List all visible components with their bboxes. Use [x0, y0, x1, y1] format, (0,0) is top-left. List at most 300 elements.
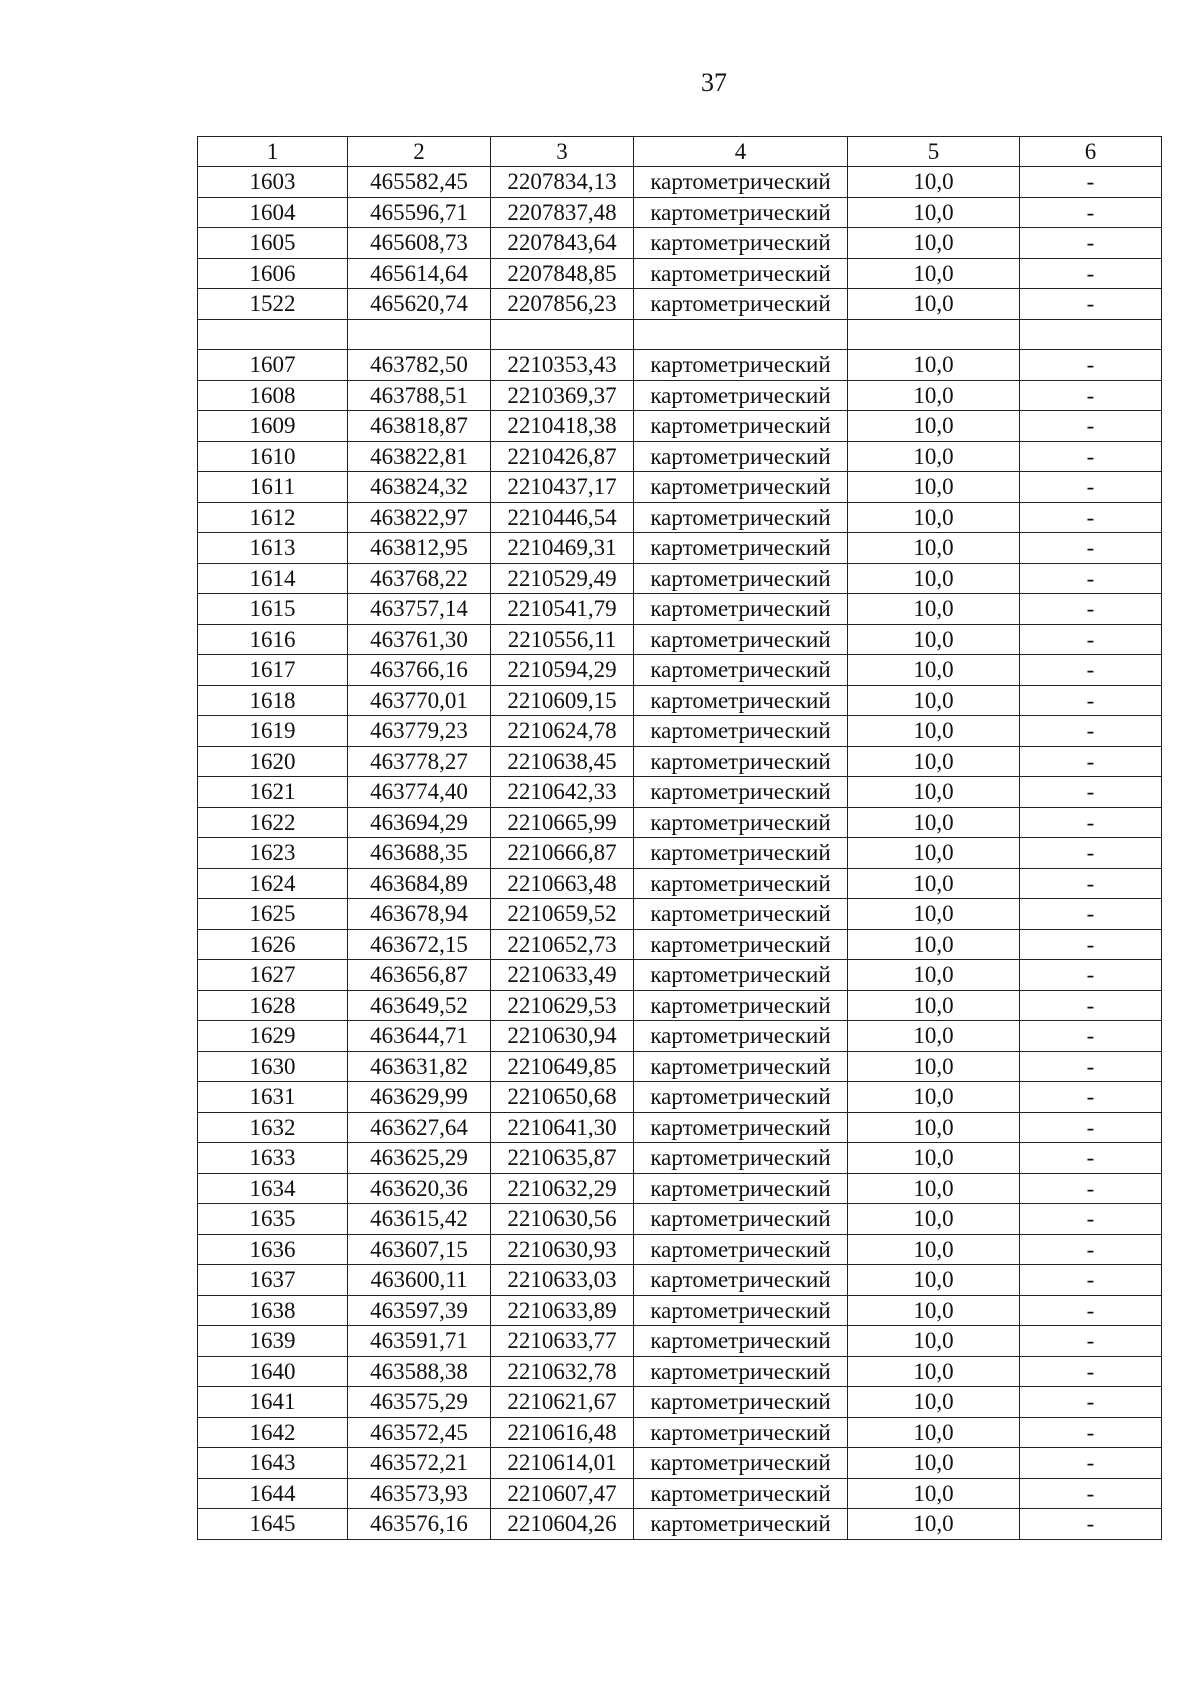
- accuracy-cell: 10,0: [848, 1143, 1020, 1174]
- y-coordinate-cell: 2210641,30: [491, 1112, 634, 1143]
- note-cell: -: [1020, 1051, 1162, 1082]
- y-coordinate-cell: 2210418,38: [491, 411, 634, 442]
- method-cell: картометрический: [634, 228, 848, 259]
- x-coordinate-cell: 465608,73: [348, 228, 491, 259]
- point-number-cell: 1622: [198, 807, 348, 838]
- table-row: [198, 929, 1162, 960]
- method-cell: картометрический: [634, 1234, 848, 1265]
- x-coordinate-cell: 463766,16: [348, 655, 491, 686]
- x-coordinate-cell: 463782,50: [348, 350, 491, 381]
- method-cell: картометрический: [634, 350, 848, 381]
- method-cell: картометрический: [634, 807, 848, 838]
- table-row: [198, 1082, 1162, 1113]
- point-number-cell: 1629: [198, 1021, 348, 1052]
- accuracy-cell: 10,0: [848, 411, 1020, 442]
- point-number-cell: 1614: [198, 563, 348, 594]
- method-cell: картометрический: [634, 1295, 848, 1326]
- y-coordinate-cell: 2210594,29: [491, 655, 634, 686]
- method-cell: картометрический: [634, 472, 848, 503]
- table-row: [198, 380, 1162, 411]
- accuracy-cell: 10,0: [848, 685, 1020, 716]
- table-row: [198, 1448, 1162, 1479]
- table-row: [198, 1234, 1162, 1265]
- point-number-cell: 1605: [198, 228, 348, 259]
- method-cell: картометрический: [634, 1204, 848, 1235]
- x-coordinate-cell: 463591,71: [348, 1326, 491, 1357]
- method-cell: картометрический: [634, 716, 848, 747]
- method-cell: картометрический: [634, 1173, 848, 1204]
- note-cell: -: [1020, 167, 1162, 198]
- accuracy-cell: 10,0: [848, 1387, 1020, 1418]
- note-cell: -: [1020, 960, 1162, 991]
- y-coordinate-cell: 2210663,48: [491, 868, 634, 899]
- method-cell: картометрический: [634, 563, 848, 594]
- point-number-cell: 1611: [198, 472, 348, 503]
- note-cell: [1020, 319, 1162, 350]
- x-coordinate-cell: 463812,95: [348, 533, 491, 564]
- note-cell: -: [1020, 1143, 1162, 1174]
- point-number-cell: 1615: [198, 594, 348, 625]
- accuracy-cell: 10,0: [848, 990, 1020, 1021]
- y-coordinate-cell: 2210633,77: [491, 1326, 634, 1357]
- accuracy-cell: 10,0: [848, 1234, 1020, 1265]
- y-coordinate-cell: 2210607,47: [491, 1478, 634, 1509]
- method-cell: картометрический: [634, 746, 848, 777]
- point-number-cell: 1634: [198, 1173, 348, 1204]
- table-row: [198, 1112, 1162, 1143]
- note-cell: -: [1020, 502, 1162, 533]
- x-coordinate-cell: 463644,71: [348, 1021, 491, 1052]
- accuracy-cell: 10,0: [848, 1021, 1020, 1052]
- note-cell: -: [1020, 1417, 1162, 1448]
- note-cell: -: [1020, 777, 1162, 808]
- x-coordinate-cell: 463778,27: [348, 746, 491, 777]
- point-number-cell: 1635: [198, 1204, 348, 1235]
- accuracy-cell: 10,0: [848, 716, 1020, 747]
- y-coordinate-cell: 2210630,93: [491, 1234, 634, 1265]
- y-coordinate-cell: 2210426,87: [491, 441, 634, 472]
- x-coordinate-cell: 463824,32: [348, 472, 491, 503]
- x-coordinate-cell: 463607,15: [348, 1234, 491, 1265]
- accuracy-cell: 10,0: [848, 838, 1020, 869]
- y-coordinate-cell: 2210638,45: [491, 746, 634, 777]
- note-cell: -: [1020, 1173, 1162, 1204]
- table-row: [198, 1021, 1162, 1052]
- table-row: [198, 563, 1162, 594]
- x-coordinate-cell: 463615,42: [348, 1204, 491, 1235]
- note-cell: -: [1020, 899, 1162, 930]
- note-cell: -: [1020, 1326, 1162, 1357]
- accuracy-cell: 10,0: [848, 1478, 1020, 1509]
- y-coordinate-cell: 2210633,89: [491, 1295, 634, 1326]
- y-coordinate-cell: 2210446,54: [491, 502, 634, 533]
- accuracy-cell: 10,0: [848, 167, 1020, 198]
- note-cell: -: [1020, 838, 1162, 869]
- point-number-cell: 1625: [198, 899, 348, 930]
- x-coordinate-cell: 463572,45: [348, 1417, 491, 1448]
- column-header: 6: [1020, 137, 1162, 167]
- y-coordinate-cell: 2210633,03: [491, 1265, 634, 1296]
- y-coordinate-cell: 2210614,01: [491, 1448, 634, 1479]
- table-row: [198, 624, 1162, 655]
- x-coordinate-cell: 463774,40: [348, 777, 491, 808]
- table-row: [198, 716, 1162, 747]
- method-cell: картометрический: [634, 868, 848, 899]
- note-cell: -: [1020, 990, 1162, 1021]
- table-row: [198, 655, 1162, 686]
- point-number-cell: 1620: [198, 746, 348, 777]
- method-cell: картометрический: [634, 258, 848, 289]
- point-number-cell: 1610: [198, 441, 348, 472]
- point-number-cell: 1617: [198, 655, 348, 686]
- method-cell: картометрический: [634, 1509, 848, 1540]
- point-number-cell: 1640: [198, 1356, 348, 1387]
- note-cell: -: [1020, 929, 1162, 960]
- x-coordinate-cell: [348, 319, 491, 350]
- x-coordinate-cell: 463672,15: [348, 929, 491, 960]
- table-row: [198, 533, 1162, 564]
- method-cell: картометрический: [634, 594, 848, 625]
- note-cell: -: [1020, 594, 1162, 625]
- method-cell: картометрический: [634, 1021, 848, 1052]
- table-row: [198, 258, 1162, 289]
- note-cell: -: [1020, 228, 1162, 259]
- accuracy-cell: 10,0: [848, 289, 1020, 320]
- y-coordinate-cell: 2210629,53: [491, 990, 634, 1021]
- x-coordinate-cell: 463572,21: [348, 1448, 491, 1479]
- point-number-cell: 1626: [198, 929, 348, 960]
- accuracy-cell: 10,0: [848, 533, 1020, 564]
- table-row: [198, 1417, 1162, 1448]
- y-coordinate-cell: 2210665,99: [491, 807, 634, 838]
- accuracy-cell: 10,0: [848, 807, 1020, 838]
- table-row: [198, 472, 1162, 503]
- accuracy-cell: 10,0: [848, 1509, 1020, 1540]
- note-cell: -: [1020, 472, 1162, 503]
- y-coordinate-cell: 2210650,68: [491, 1082, 634, 1113]
- method-cell: картометрический: [634, 441, 848, 472]
- y-coordinate-cell: [491, 319, 634, 350]
- note-cell: -: [1020, 624, 1162, 655]
- y-coordinate-cell: 2207834,13: [491, 167, 634, 198]
- point-number-cell: 1616: [198, 624, 348, 655]
- y-coordinate-cell: 2210369,37: [491, 380, 634, 411]
- accuracy-cell: 10,0: [848, 1356, 1020, 1387]
- method-cell: картометрический: [634, 411, 848, 442]
- x-coordinate-cell: 463573,93: [348, 1478, 491, 1509]
- table-row: [198, 441, 1162, 472]
- table-row: [198, 1387, 1162, 1418]
- point-number-cell: 1639: [198, 1326, 348, 1357]
- note-cell: -: [1020, 655, 1162, 686]
- y-coordinate-cell: 2210632,78: [491, 1356, 634, 1387]
- table-row: [198, 502, 1162, 533]
- accuracy-cell: 10,0: [848, 350, 1020, 381]
- x-coordinate-cell: 463656,87: [348, 960, 491, 991]
- x-coordinate-cell: 465596,71: [348, 197, 491, 228]
- accuracy-cell: 10,0: [848, 899, 1020, 930]
- table-body: [198, 167, 1162, 1540]
- x-coordinate-cell: 463600,11: [348, 1265, 491, 1296]
- column-header: 2: [348, 137, 491, 167]
- note-cell: -: [1020, 289, 1162, 320]
- y-coordinate-cell: 2210666,87: [491, 838, 634, 869]
- column-header: 1: [198, 137, 348, 167]
- y-coordinate-cell: 2210621,67: [491, 1387, 634, 1418]
- method-cell: картометрический: [634, 197, 848, 228]
- point-number-cell: 1522: [198, 289, 348, 320]
- y-coordinate-cell: 2210652,73: [491, 929, 634, 960]
- point-number-cell: 1619: [198, 716, 348, 747]
- accuracy-cell: 10,0: [848, 197, 1020, 228]
- column-header: 3: [491, 137, 634, 167]
- table-row: [198, 1478, 1162, 1509]
- accuracy-cell: 10,0: [848, 1265, 1020, 1296]
- point-number-cell: 1609: [198, 411, 348, 442]
- accuracy-cell: 10,0: [848, 258, 1020, 289]
- x-coordinate-cell: 463822,81: [348, 441, 491, 472]
- y-coordinate-cell: 2207837,48: [491, 197, 634, 228]
- table-row: [198, 685, 1162, 716]
- table-row: [198, 777, 1162, 808]
- table-row: [198, 197, 1162, 228]
- point-number-cell: 1603: [198, 167, 348, 198]
- method-cell: картометрический: [634, 1051, 848, 1082]
- x-coordinate-cell: 463649,52: [348, 990, 491, 1021]
- y-coordinate-cell: 2207856,23: [491, 289, 634, 320]
- table-row: [198, 868, 1162, 899]
- accuracy-cell: 10,0: [848, 1082, 1020, 1113]
- y-coordinate-cell: 2210642,33: [491, 777, 634, 808]
- x-coordinate-cell: 463779,23: [348, 716, 491, 747]
- point-number-cell: 1613: [198, 533, 348, 564]
- y-coordinate-cell: 2210633,49: [491, 960, 634, 991]
- note-cell: -: [1020, 685, 1162, 716]
- x-coordinate-cell: 463788,51: [348, 380, 491, 411]
- x-coordinate-cell: 463678,94: [348, 899, 491, 930]
- table-row: [198, 1295, 1162, 1326]
- y-coordinate-cell: 2210556,11: [491, 624, 634, 655]
- note-cell: -: [1020, 258, 1162, 289]
- note-cell: -: [1020, 1021, 1162, 1052]
- method-cell: картометрический: [634, 685, 848, 716]
- x-coordinate-cell: 463688,35: [348, 838, 491, 869]
- note-cell: -: [1020, 1356, 1162, 1387]
- accuracy-cell: 10,0: [848, 1173, 1020, 1204]
- table-row: [198, 746, 1162, 777]
- point-number-cell: 1621: [198, 777, 348, 808]
- note-cell: -: [1020, 533, 1162, 564]
- x-coordinate-cell: 463597,39: [348, 1295, 491, 1326]
- table-row: [198, 1204, 1162, 1235]
- x-coordinate-cell: 463627,64: [348, 1112, 491, 1143]
- table-row: [198, 411, 1162, 442]
- table-row: [198, 1051, 1162, 1082]
- y-coordinate-cell: 2210437,17: [491, 472, 634, 503]
- accuracy-cell: 10,0: [848, 1204, 1020, 1235]
- point-number-cell: 1612: [198, 502, 348, 533]
- point-number-cell: 1637: [198, 1265, 348, 1296]
- point-number-cell: 1624: [198, 868, 348, 899]
- y-coordinate-cell: 2210630,94: [491, 1021, 634, 1052]
- table-row: [198, 594, 1162, 625]
- method-cell: картометрический: [634, 502, 848, 533]
- note-cell: -: [1020, 1478, 1162, 1509]
- method-cell: картометрический: [634, 1082, 848, 1113]
- column-header: 5: [848, 137, 1020, 167]
- accuracy-cell: 10,0: [848, 502, 1020, 533]
- accuracy-cell: 10,0: [848, 929, 1020, 960]
- point-number-cell: 1627: [198, 960, 348, 991]
- y-coordinate-cell: 2210630,56: [491, 1204, 634, 1235]
- y-coordinate-cell: 2210632,29: [491, 1173, 634, 1204]
- method-cell: [634, 319, 848, 350]
- accuracy-cell: 10,0: [848, 1295, 1020, 1326]
- point-number-cell: 1643: [198, 1448, 348, 1479]
- accuracy-cell: 10,0: [848, 624, 1020, 655]
- point-number-cell: 1630: [198, 1051, 348, 1082]
- method-cell: картометрический: [634, 655, 848, 686]
- accuracy-cell: 10,0: [848, 1448, 1020, 1479]
- x-coordinate-cell: 465620,74: [348, 289, 491, 320]
- method-cell: картометрический: [634, 1265, 848, 1296]
- accuracy-cell: [848, 319, 1020, 350]
- note-cell: -: [1020, 441, 1162, 472]
- y-coordinate-cell: 2210541,79: [491, 594, 634, 625]
- accuracy-cell: 10,0: [848, 1051, 1020, 1082]
- method-cell: картометрический: [634, 1326, 848, 1357]
- method-cell: картометрический: [634, 533, 848, 564]
- accuracy-cell: 10,0: [848, 441, 1020, 472]
- note-cell: -: [1020, 1112, 1162, 1143]
- point-number-cell: [198, 319, 348, 350]
- method-cell: картометрический: [634, 289, 848, 320]
- x-coordinate-cell: 463576,16: [348, 1509, 491, 1540]
- x-coordinate-cell: 463588,38: [348, 1356, 491, 1387]
- method-cell: картометрический: [634, 990, 848, 1021]
- x-coordinate-cell: 463818,87: [348, 411, 491, 442]
- note-cell: -: [1020, 411, 1162, 442]
- table-row: [198, 350, 1162, 381]
- note-cell: -: [1020, 380, 1162, 411]
- x-coordinate-cell: 463620,36: [348, 1173, 491, 1204]
- note-cell: -: [1020, 1082, 1162, 1113]
- y-coordinate-cell: 2210616,48: [491, 1417, 634, 1448]
- accuracy-cell: 10,0: [848, 1417, 1020, 1448]
- table-row: [198, 1173, 1162, 1204]
- x-coordinate-cell: 465614,64: [348, 258, 491, 289]
- point-number-cell: 1623: [198, 838, 348, 869]
- method-cell: картометрический: [634, 838, 848, 869]
- table-row: [198, 1326, 1162, 1357]
- accuracy-cell: 10,0: [848, 472, 1020, 503]
- accuracy-cell: 10,0: [848, 1326, 1020, 1357]
- method-cell: картометрический: [634, 1387, 848, 1418]
- y-coordinate-cell: 2210649,85: [491, 1051, 634, 1082]
- point-number-cell: 1604: [198, 197, 348, 228]
- method-cell: картометрический: [634, 1143, 848, 1174]
- note-cell: -: [1020, 1448, 1162, 1479]
- method-cell: картометрический: [634, 960, 848, 991]
- table-row: [198, 289, 1162, 320]
- table-row: [198, 167, 1162, 198]
- method-cell: картометрический: [634, 1478, 848, 1509]
- y-coordinate-cell: 2210635,87: [491, 1143, 634, 1174]
- accuracy-cell: 10,0: [848, 1112, 1020, 1143]
- table-row: [198, 1509, 1162, 1540]
- y-coordinate-cell: 2210624,78: [491, 716, 634, 747]
- x-coordinate-cell: 463684,89: [348, 868, 491, 899]
- note-cell: -: [1020, 350, 1162, 381]
- x-coordinate-cell: 463761,30: [348, 624, 491, 655]
- accuracy-cell: 10,0: [848, 594, 1020, 625]
- point-number-cell: 1632: [198, 1112, 348, 1143]
- accuracy-cell: 10,0: [848, 563, 1020, 594]
- method-cell: картометрический: [634, 1112, 848, 1143]
- table-row: [198, 807, 1162, 838]
- note-cell: -: [1020, 1204, 1162, 1235]
- accuracy-cell: 10,0: [848, 380, 1020, 411]
- table-row: [198, 228, 1162, 259]
- x-coordinate-cell: 463694,29: [348, 807, 491, 838]
- point-number-cell: 1607: [198, 350, 348, 381]
- y-coordinate-cell: 2210604,26: [491, 1509, 634, 1540]
- column-header: 4: [634, 137, 848, 167]
- accuracy-cell: 10,0: [848, 228, 1020, 259]
- y-coordinate-cell: 2207843,64: [491, 228, 634, 259]
- method-cell: картометрический: [634, 1356, 848, 1387]
- x-coordinate-cell: 463822,97: [348, 502, 491, 533]
- point-number-cell: 1638: [198, 1295, 348, 1326]
- method-cell: картометрический: [634, 1448, 848, 1479]
- x-coordinate-cell: 463631,82: [348, 1051, 491, 1082]
- x-coordinate-cell: 463575,29: [348, 1387, 491, 1418]
- point-number-cell: 1618: [198, 685, 348, 716]
- point-number-cell: 1608: [198, 380, 348, 411]
- point-number-cell: 1633: [198, 1143, 348, 1174]
- point-number-cell: 1641: [198, 1387, 348, 1418]
- page-number: 37: [701, 68, 727, 97]
- point-number-cell: 1628: [198, 990, 348, 1021]
- y-coordinate-cell: 2210609,15: [491, 685, 634, 716]
- x-coordinate-cell: 463768,22: [348, 563, 491, 594]
- point-number-cell: 1644: [198, 1478, 348, 1509]
- method-cell: картометрический: [634, 899, 848, 930]
- method-cell: картометрический: [634, 624, 848, 655]
- point-number-cell: 1631: [198, 1082, 348, 1113]
- table-row: [198, 1265, 1162, 1296]
- method-cell: картометрический: [634, 777, 848, 808]
- y-coordinate-cell: 2207848,85: [491, 258, 634, 289]
- note-cell: -: [1020, 1295, 1162, 1326]
- method-cell: картометрический: [634, 380, 848, 411]
- table-row: [198, 899, 1162, 930]
- x-coordinate-cell: 463770,01: [348, 685, 491, 716]
- note-cell: -: [1020, 1509, 1162, 1540]
- note-cell: -: [1020, 1387, 1162, 1418]
- note-cell: -: [1020, 1265, 1162, 1296]
- note-cell: -: [1020, 716, 1162, 747]
- x-coordinate-cell: 463629,99: [348, 1082, 491, 1113]
- method-cell: картометрический: [634, 929, 848, 960]
- note-cell: -: [1020, 868, 1162, 899]
- table-row: [198, 838, 1162, 869]
- y-coordinate-cell: 2210469,31: [491, 533, 634, 564]
- point-number-cell: 1645: [198, 1509, 348, 1540]
- accuracy-cell: 10,0: [848, 746, 1020, 777]
- note-cell: -: [1020, 807, 1162, 838]
- table-header-row: [198, 137, 1162, 167]
